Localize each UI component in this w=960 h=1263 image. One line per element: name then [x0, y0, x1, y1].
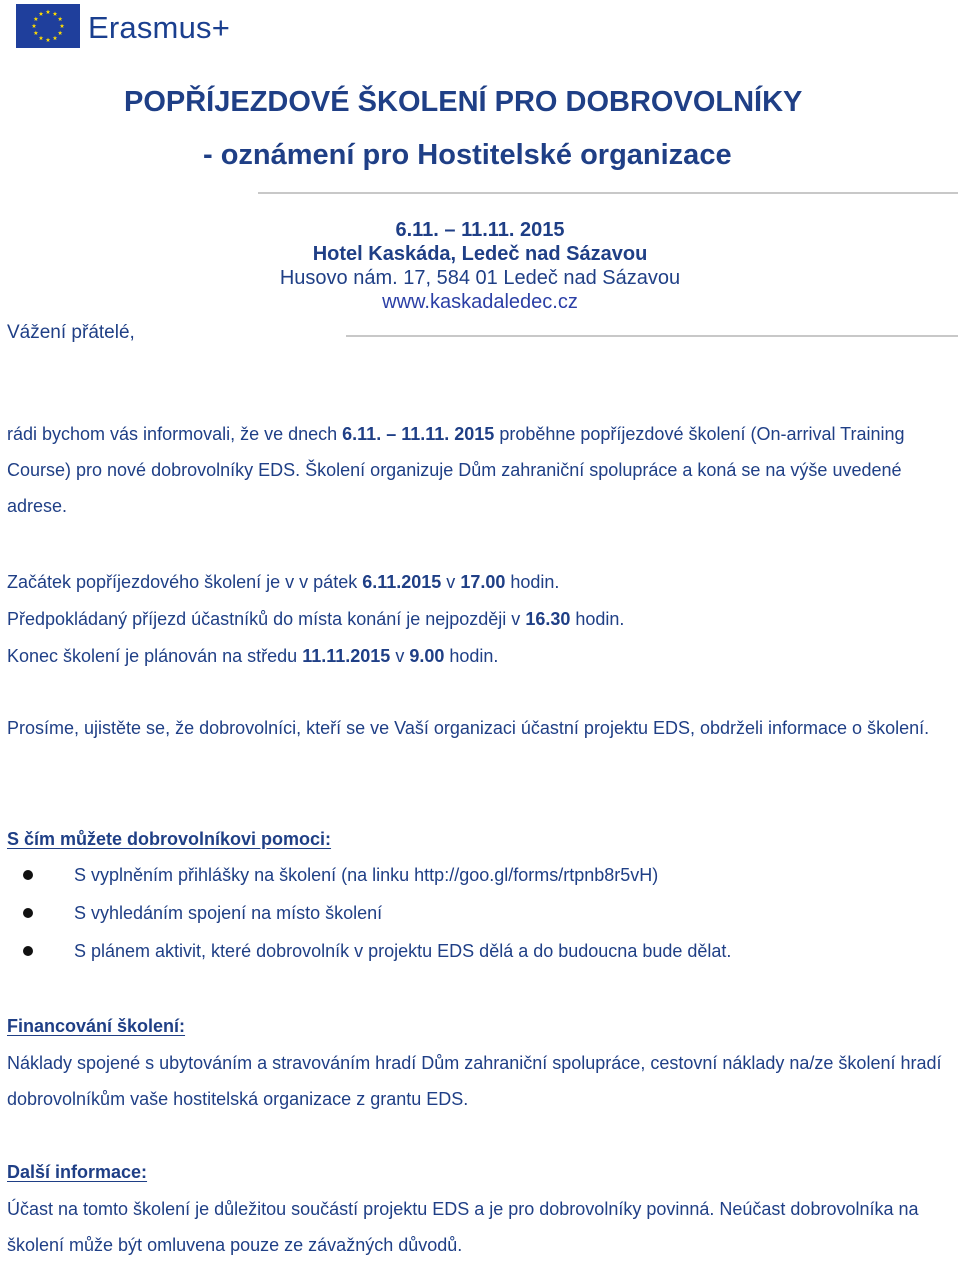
financing-paragraph: Náklady spojené s ubytováním a stravováním hradí Dům zahraniční spolupráce, cestovní náklady na/ze školení hradí dobrovolníkům vaše hostitelská organizace z grantu EDS.: [7, 1053, 942, 1109]
page-subtitle: - oznámení pro Hostitelské organizace: [203, 139, 732, 171]
bullet-icon: [23, 908, 33, 918]
more-info-heading: Další informace:: [7, 1162, 148, 1182]
intro-paragraph: [7, 416, 948, 524]
list-item: S vyhledáním spojení na místo školení: [0, 894, 731, 932]
event-website-link[interactable]: www.kaskadaledec.cz: [382, 291, 578, 313]
list-item: S vyplněním přihlášky na školení (na linku http://goo.gl/forms/rtpnb8r5vH): [0, 856, 731, 894]
form-link[interactable]: http://goo.gl/forms/rtpnb8r5vH: [414, 865, 653, 885]
bullet-icon: [23, 946, 33, 956]
intro-text-2: proběhne popříjezdové školení (On-arrival Training Course) pro nové dobrovolníky EDS. Školení organizuje Dům zahraniční spolupráce a koná se na výše uvedené adrese.: [7, 424, 905, 516]
schedule: [7, 564, 948, 675]
schedule-line-end: Konec školení je plánován na středu 11.11.2015 v 9.00 hodin.: [7, 646, 499, 666]
event-address: Husovo nám. 17, 584 01 Ledeč nad Sázavou: [279, 267, 681, 289]
list-item: S plánem aktivit, které dobrovolník v projektu EDS dělá a do budoucna bude dělat.: [0, 932, 731, 970]
schedule-line-start: Začátek popříjezdového školení je v v pátek 6.11.2015 v 17.00 hodin.: [7, 572, 560, 592]
event-details: [180, 218, 780, 314]
eu-flag-icon: [16, 4, 80, 48]
greeting: Vážení přátelé,: [7, 322, 135, 343]
help-list: [0, 856, 731, 970]
event-dates: 6.11. – 11.11. 2015: [395, 219, 565, 241]
page-title: POPŘÍJEZDOVÉ ŠKOLENÍ PRO DOBROVOLNÍKY: [124, 86, 803, 118]
financing-heading: Financování školení:: [7, 1016, 186, 1036]
erasmus-logo: [16, 4, 230, 48]
schedule-line-arrival: Předpokládaný příjezd účastníků do místa konání je nejpozději v 16.30 hodin.: [7, 609, 625, 629]
help-heading: S čím můžete dobrovolníkovi pomoci:: [7, 829, 332, 849]
intro-dates: 6.11. – 11.11. 2015: [342, 424, 495, 444]
request-paragraph: Prosíme, ujistěte se, že dobrovolníci, kteří se ve Vaší organizaci účastní projektu EDS, obdrželi informace o školení.: [7, 718, 930, 738]
logo-text: Erasmus+: [88, 10, 231, 45]
intro-text-1: rádi bychom vás informovali, že ve dnech: [7, 424, 343, 444]
divider-bottom: [346, 335, 958, 337]
divider-top: [258, 192, 958, 194]
more-info-paragraph: Účast na tomto školení je důležitou součástí projektu EDS a je pro dobrovolníky povinná. Neúčast dobrovolníka na školení může být omluvena pouze ze závažných důvodů.: [7, 1199, 919, 1255]
event-venue: Hotel Kaskáda, Ledeč nad Sázavou: [312, 243, 648, 265]
bullet-icon: [23, 870, 33, 880]
